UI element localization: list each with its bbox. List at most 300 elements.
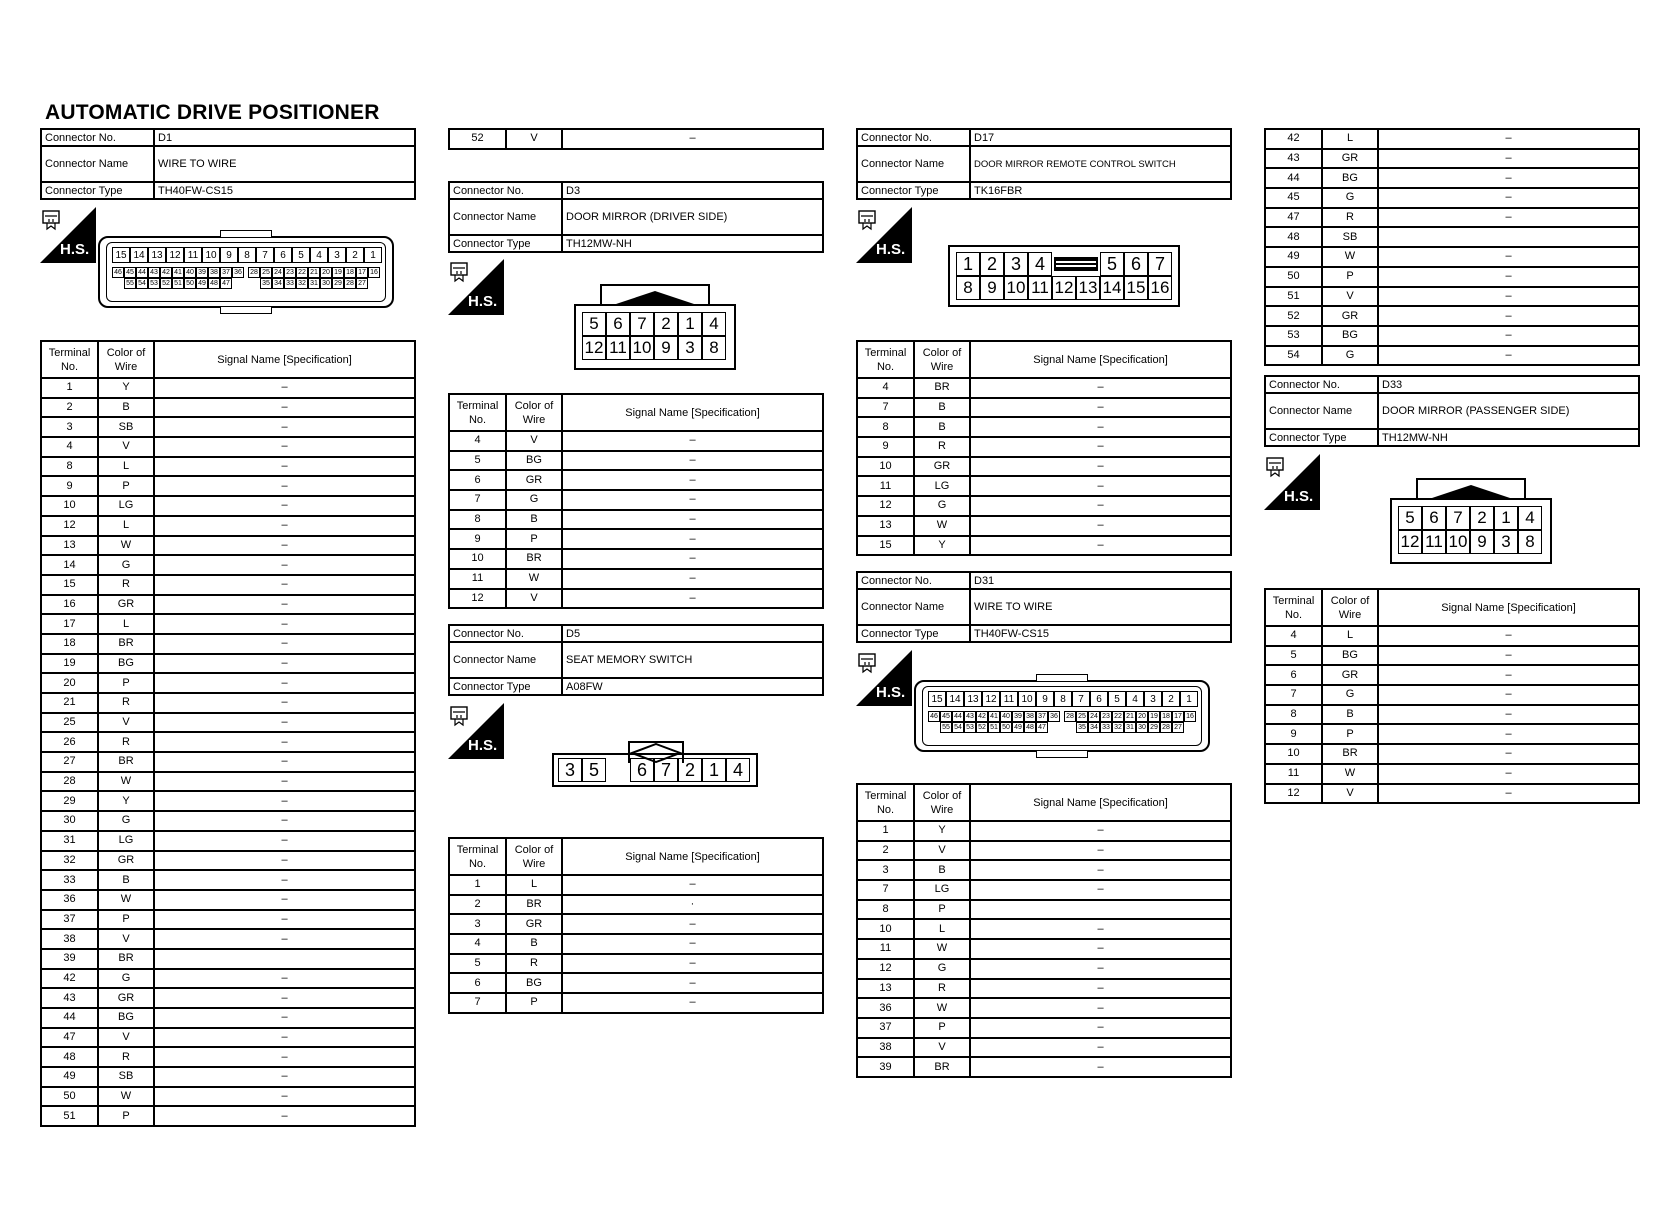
wire-color: B bbox=[98, 398, 154, 418]
table-row bbox=[857, 841, 1231, 861]
wire-color: BG bbox=[98, 1008, 154, 1028]
d31-no: D31 bbox=[970, 572, 1231, 589]
pin: 7 bbox=[1072, 691, 1090, 707]
terminal-no: 20 bbox=[41, 673, 98, 693]
pin: 14 bbox=[130, 247, 148, 263]
terminal-no: 6 bbox=[1265, 665, 1322, 685]
pin: 30 bbox=[320, 278, 332, 289]
table-row bbox=[41, 1087, 415, 1107]
table-row bbox=[41, 634, 415, 654]
signal-name: – bbox=[1378, 306, 1639, 326]
wire-color: GR bbox=[1322, 306, 1378, 326]
pin: 47 bbox=[1036, 722, 1048, 733]
table-row bbox=[857, 900, 1231, 920]
table-row bbox=[41, 831, 415, 851]
pin: 1 bbox=[1180, 691, 1198, 707]
terminal-no: 51 bbox=[1265, 287, 1322, 307]
wire-color: BG bbox=[98, 654, 154, 674]
wire-color: B bbox=[98, 870, 154, 890]
d17-header bbox=[856, 128, 1232, 200]
pin: 16 bbox=[368, 267, 380, 278]
table-row bbox=[857, 880, 1231, 900]
wire-color: LG bbox=[914, 880, 970, 900]
signal-name: – bbox=[562, 431, 823, 451]
terminal-no: 1 bbox=[449, 875, 506, 895]
pin: 10 bbox=[630, 336, 654, 360]
signal-name: – bbox=[970, 919, 1231, 939]
label: Connector Name bbox=[449, 642, 562, 678]
terminal-no: 13 bbox=[857, 979, 914, 999]
wire-color: GR bbox=[98, 851, 154, 871]
pin: 9 bbox=[1036, 691, 1054, 707]
terminal-no: 17 bbox=[41, 614, 98, 634]
signal-name: – bbox=[970, 821, 1231, 841]
pin: 13 bbox=[964, 691, 982, 707]
pin: 6 bbox=[606, 312, 630, 336]
table-row bbox=[41, 398, 415, 418]
terminal-no: 4 bbox=[857, 378, 914, 398]
pin: 4 bbox=[1126, 691, 1144, 707]
pin: 34 bbox=[272, 278, 284, 289]
signal-name: – bbox=[970, 998, 1231, 1018]
page-title: AUTOMATIC DRIVE POSITIONER bbox=[45, 101, 380, 124]
table-row bbox=[857, 1057, 1231, 1077]
pin: 8 bbox=[1518, 530, 1542, 554]
pin: 11 bbox=[1000, 691, 1018, 707]
color-of-wire-header: Color of Wire bbox=[506, 394, 562, 431]
pin: 31 bbox=[308, 278, 320, 289]
table-row bbox=[857, 378, 1231, 398]
pin: 2 bbox=[678, 758, 702, 782]
table-row bbox=[857, 437, 1231, 457]
hs-label: H.S. bbox=[60, 241, 90, 258]
wire-color: GR bbox=[98, 988, 154, 1008]
pin: 7 bbox=[1148, 252, 1172, 276]
terminal-no: 52 bbox=[1265, 306, 1322, 326]
wire-color: SB bbox=[98, 417, 154, 437]
signal-name: – bbox=[154, 851, 415, 871]
pin: 22 bbox=[1112, 711, 1124, 722]
lock-tab bbox=[1052, 252, 1100, 276]
table-row bbox=[449, 589, 823, 609]
signal-name: – bbox=[970, 841, 1231, 861]
wire-color: B bbox=[914, 860, 970, 880]
d3-name: DOOR MIRROR (DRIVER SIDE) bbox=[562, 199, 823, 235]
pin: 44 bbox=[136, 267, 148, 278]
terminal-no: 25 bbox=[41, 713, 98, 733]
table-row bbox=[41, 516, 415, 536]
signal-name: – bbox=[1378, 685, 1639, 705]
label: Connector No. bbox=[857, 572, 970, 589]
signal-name: – bbox=[154, 1047, 415, 1067]
pin: 50 bbox=[184, 278, 196, 289]
pin: 3 bbox=[328, 247, 346, 263]
terminal-no: 6 bbox=[449, 470, 506, 490]
d33-connector-diagram bbox=[1390, 478, 1552, 564]
wire-color: P bbox=[98, 910, 154, 930]
table-row bbox=[41, 713, 415, 733]
table-row bbox=[857, 417, 1231, 437]
table-row bbox=[41, 437, 415, 457]
table-row bbox=[41, 595, 415, 615]
pin: 28 bbox=[1064, 711, 1076, 722]
pin: 38 bbox=[1024, 711, 1036, 722]
table-row bbox=[1265, 287, 1639, 307]
terminal-no: 36 bbox=[41, 890, 98, 910]
wire-color: L bbox=[506, 875, 562, 895]
signal-name: – bbox=[154, 870, 415, 890]
pin: 48 bbox=[208, 278, 220, 289]
wire-color: W bbox=[98, 890, 154, 910]
signal-name: – bbox=[154, 1106, 415, 1126]
terminal-no: 4 bbox=[449, 431, 506, 451]
terminal-no: 32 bbox=[41, 851, 98, 871]
terminal-no: 44 bbox=[41, 1008, 98, 1028]
wire-color: R bbox=[914, 437, 970, 457]
wire-color: P bbox=[98, 1106, 154, 1126]
d3-table bbox=[448, 393, 824, 609]
terminal-no: 10 bbox=[857, 919, 914, 939]
signal-name: – bbox=[970, 1038, 1231, 1058]
wire-color: R bbox=[914, 979, 970, 999]
table-row bbox=[1265, 764, 1639, 784]
terminal-no: 47 bbox=[41, 1028, 98, 1048]
table-row bbox=[449, 954, 823, 974]
signal-name: – bbox=[970, 417, 1231, 437]
terminal-no: 12 bbox=[857, 496, 914, 516]
table-row bbox=[1265, 685, 1639, 705]
wire-color: G bbox=[914, 959, 970, 979]
wire-color: Y bbox=[98, 378, 154, 398]
table-row bbox=[1265, 208, 1639, 228]
table-row bbox=[449, 451, 823, 471]
signal-name: – bbox=[1378, 168, 1639, 188]
wire-color: V bbox=[98, 713, 154, 733]
terminal-no: 4 bbox=[449, 934, 506, 954]
pin: 46 bbox=[112, 267, 124, 278]
table-row bbox=[857, 1018, 1231, 1038]
table-row bbox=[857, 998, 1231, 1018]
terminal-no: 39 bbox=[41, 949, 98, 969]
table-row bbox=[1265, 705, 1639, 725]
terminal-no: 11 bbox=[1265, 764, 1322, 784]
wire-color: BG bbox=[1322, 646, 1378, 666]
table-row bbox=[41, 1008, 415, 1028]
d31-header bbox=[856, 571, 1232, 643]
wire-color: BR bbox=[914, 378, 970, 398]
wire-color: L bbox=[914, 919, 970, 939]
wire-color: P bbox=[914, 900, 970, 920]
signal-name: – bbox=[970, 516, 1231, 536]
terminal-no: 42 bbox=[1265, 129, 1322, 149]
wire-color: BR bbox=[98, 752, 154, 772]
pin: 10 bbox=[1004, 276, 1028, 300]
label: Connector Name bbox=[1265, 393, 1378, 429]
pin: 4 bbox=[702, 312, 726, 336]
table-row bbox=[449, 973, 823, 993]
pin: 28 bbox=[344, 278, 356, 289]
terminal-no: 27 bbox=[41, 752, 98, 772]
signal-name: – bbox=[970, 880, 1231, 900]
terminal-no-header: Terminal No. bbox=[857, 341, 914, 378]
color-of-wire-header: Color of Wire bbox=[506, 838, 562, 875]
table-row bbox=[41, 673, 415, 693]
signal-name: – bbox=[562, 914, 823, 934]
terminal-no: 14 bbox=[41, 555, 98, 575]
table-row bbox=[1265, 346, 1639, 366]
signal-name: – bbox=[154, 673, 415, 693]
pin: 53 bbox=[964, 722, 976, 733]
hs-label: H.S. bbox=[876, 241, 906, 258]
signal-name: – bbox=[970, 1057, 1231, 1077]
pin: 11 bbox=[1028, 276, 1052, 300]
signal-name: – bbox=[154, 732, 415, 752]
pin: 5 bbox=[1398, 506, 1422, 530]
table-row bbox=[1265, 646, 1639, 666]
terminal-no: 7 bbox=[449, 993, 506, 1013]
table-row bbox=[1265, 129, 1639, 149]
label: Connector No. bbox=[449, 182, 562, 199]
pin: 11 bbox=[606, 336, 630, 360]
terminal-no: 13 bbox=[41, 536, 98, 556]
table-row bbox=[41, 969, 415, 989]
signal-name: – bbox=[1378, 346, 1639, 366]
pin: 3 bbox=[678, 336, 702, 360]
table-row bbox=[41, 476, 415, 496]
pin: 6 bbox=[274, 247, 292, 263]
table-row bbox=[857, 979, 1231, 999]
terminal-no: 33 bbox=[41, 870, 98, 890]
signal-name: – bbox=[154, 1008, 415, 1028]
signal-name bbox=[1378, 227, 1639, 247]
pin: 9 bbox=[220, 247, 238, 263]
terminal-no: 3 bbox=[857, 860, 914, 880]
signal-name: – bbox=[154, 1067, 415, 1087]
signal-name: – bbox=[970, 939, 1231, 959]
signal-name: – bbox=[1378, 129, 1639, 149]
terminal-no: 8 bbox=[41, 457, 98, 477]
wire-color: R bbox=[1322, 208, 1378, 228]
terminal-no: 28 bbox=[41, 772, 98, 792]
pin: 5 bbox=[1108, 691, 1126, 707]
signal-name: – bbox=[1378, 665, 1639, 685]
signal-name: – bbox=[970, 476, 1231, 496]
signal-name: – bbox=[154, 910, 415, 930]
pin: 29 bbox=[332, 278, 344, 289]
wire-color: L bbox=[1322, 626, 1378, 646]
wire-color: P bbox=[914, 1018, 970, 1038]
signal-name: – bbox=[154, 595, 415, 615]
table-row bbox=[1265, 149, 1639, 169]
signal-name bbox=[970, 900, 1231, 920]
signal-name: · bbox=[562, 895, 823, 915]
signal-name: – bbox=[562, 954, 823, 974]
terminal-no: 10 bbox=[857, 457, 914, 477]
wire-color: BG bbox=[1322, 168, 1378, 188]
table-row bbox=[41, 457, 415, 477]
pin: 41 bbox=[172, 267, 184, 278]
pin: 29 bbox=[1148, 722, 1160, 733]
pin: 46 bbox=[928, 711, 940, 722]
signal-name: – bbox=[154, 890, 415, 910]
pin: 2 bbox=[346, 247, 364, 263]
pin: 51 bbox=[988, 722, 1000, 733]
signal-name: – bbox=[562, 589, 823, 609]
d1-header bbox=[40, 128, 416, 200]
signal-name: – bbox=[562, 529, 823, 549]
wire-color: SB bbox=[1322, 227, 1378, 247]
pin: 36 bbox=[1048, 711, 1060, 722]
wire-color: P bbox=[506, 529, 562, 549]
terminal-no-header: Terminal No. bbox=[857, 784, 914, 821]
terminal-no: 2 bbox=[857, 841, 914, 861]
signal-name: – bbox=[1378, 724, 1639, 744]
pin: 16 bbox=[1148, 276, 1172, 300]
terminal-no: 7 bbox=[1265, 685, 1322, 705]
terminal-no: 8 bbox=[857, 417, 914, 437]
wire-color: V bbox=[98, 1028, 154, 1048]
pin: 32 bbox=[296, 278, 308, 289]
pin: 1 bbox=[678, 312, 702, 336]
pin: 8 bbox=[702, 336, 726, 360]
signal-name: – bbox=[562, 470, 823, 490]
wire-color: GR bbox=[1322, 149, 1378, 169]
signal-name: – bbox=[1378, 326, 1639, 346]
terminal-no: 49 bbox=[1265, 247, 1322, 267]
table-row bbox=[41, 654, 415, 674]
d17-name: DOOR MIRROR REMOTE CONTROL SWITCH bbox=[970, 146, 1231, 182]
terminal-no: 12 bbox=[857, 959, 914, 979]
signal-name: – bbox=[1378, 149, 1639, 169]
terminal-no: 10 bbox=[41, 496, 98, 516]
terminal-no: 12 bbox=[449, 589, 506, 609]
pin: 7 bbox=[256, 247, 274, 263]
wire-color: V bbox=[506, 431, 562, 451]
signal-name: – bbox=[154, 693, 415, 713]
pin: 52 bbox=[976, 722, 988, 733]
table-row bbox=[41, 693, 415, 713]
signal-name: – bbox=[562, 993, 823, 1013]
terminal-no: 16 bbox=[41, 595, 98, 615]
wire-color: P bbox=[1322, 724, 1378, 744]
wire-color: V bbox=[506, 129, 562, 149]
signal-name: – bbox=[562, 510, 823, 530]
pin: 11 bbox=[1422, 530, 1446, 554]
terminal-no: 54 bbox=[1265, 346, 1322, 366]
pin: 3 bbox=[1144, 691, 1162, 707]
terminal-no: 3 bbox=[41, 417, 98, 437]
pin: 7 bbox=[630, 312, 654, 336]
terminal-no: 38 bbox=[857, 1038, 914, 1058]
table-row bbox=[41, 791, 415, 811]
signal-name: – bbox=[562, 569, 823, 589]
pin: 13 bbox=[1076, 276, 1100, 300]
table-row bbox=[449, 875, 823, 895]
d33-name: DOOR MIRROR (PASSENGER SIDE) bbox=[1378, 393, 1639, 429]
terminal-no: 10 bbox=[449, 549, 506, 569]
wire-color: W bbox=[98, 536, 154, 556]
signal-name: – bbox=[970, 378, 1231, 398]
table-row bbox=[449, 529, 823, 549]
terminal-no: 5 bbox=[449, 451, 506, 471]
terminal-no: 29 bbox=[41, 791, 98, 811]
pin: 18 bbox=[344, 267, 356, 278]
signal-name: – bbox=[1378, 744, 1639, 764]
wire-color: W bbox=[914, 998, 970, 1018]
table-row bbox=[857, 919, 1231, 939]
signal-name-header: Signal Name [Specification] bbox=[970, 784, 1231, 821]
terminal-no: 15 bbox=[857, 536, 914, 556]
table-row bbox=[857, 860, 1231, 880]
table-row bbox=[1265, 665, 1639, 685]
d5-connector-diagram bbox=[552, 741, 758, 787]
terminal-no: 1 bbox=[857, 821, 914, 841]
terminal-no: 7 bbox=[857, 398, 914, 418]
hs-icon bbox=[40, 207, 96, 263]
terminal-no: 8 bbox=[1265, 705, 1322, 725]
pin: 39 bbox=[1012, 711, 1024, 722]
wire-color: V bbox=[98, 929, 154, 949]
table-row bbox=[857, 457, 1231, 477]
table-row bbox=[449, 934, 823, 954]
signal-name: – bbox=[154, 614, 415, 634]
table-row bbox=[449, 431, 823, 451]
pin: 5 bbox=[292, 247, 310, 263]
wire-color: BG bbox=[506, 451, 562, 471]
wire-color: G bbox=[1322, 346, 1378, 366]
signal-name: – bbox=[154, 555, 415, 575]
pin: 9 bbox=[654, 336, 678, 360]
table-row bbox=[857, 476, 1231, 496]
table-row bbox=[1265, 247, 1639, 267]
pin: 27 bbox=[1172, 722, 1184, 733]
terminal-no: 26 bbox=[41, 732, 98, 752]
signal-name: – bbox=[154, 791, 415, 811]
d1-no: D1 bbox=[154, 129, 415, 146]
wire-color: R bbox=[98, 693, 154, 713]
pin: 14 bbox=[1100, 276, 1124, 300]
pin: 20 bbox=[320, 267, 332, 278]
pin: 10 bbox=[202, 247, 220, 263]
wire-color: G bbox=[1322, 188, 1378, 208]
pin: 23 bbox=[284, 267, 296, 278]
signal-name-header: Signal Name [Specification] bbox=[154, 341, 415, 378]
pin: 40 bbox=[1000, 711, 1012, 722]
label: Connector No. bbox=[857, 129, 970, 146]
table-row bbox=[41, 575, 415, 595]
pin: 2 bbox=[1162, 691, 1180, 707]
terminal-no: 10 bbox=[1265, 744, 1322, 764]
wire-color: LG bbox=[98, 831, 154, 851]
terminal-no-header: Terminal No. bbox=[1265, 589, 1322, 626]
table-row bbox=[857, 1038, 1231, 1058]
terminal-no-header: Terminal No. bbox=[449, 394, 506, 431]
signal-name-header: Signal Name [Specification] bbox=[562, 394, 823, 431]
wire-color: W bbox=[98, 1087, 154, 1107]
signal-name: – bbox=[970, 536, 1231, 556]
terminal-no: 43 bbox=[1265, 149, 1322, 169]
color-of-wire-header: Color of Wire bbox=[98, 341, 154, 378]
terminal-no: 8 bbox=[449, 510, 506, 530]
table-row bbox=[449, 993, 823, 1013]
table-row bbox=[41, 929, 415, 949]
hs-icon bbox=[1264, 454, 1320, 510]
pin: 8 bbox=[956, 276, 980, 300]
wire-color: P bbox=[98, 476, 154, 496]
wire-color: W bbox=[1322, 247, 1378, 267]
d3-connector-diagram bbox=[574, 284, 736, 370]
signal-name: – bbox=[154, 988, 415, 1008]
